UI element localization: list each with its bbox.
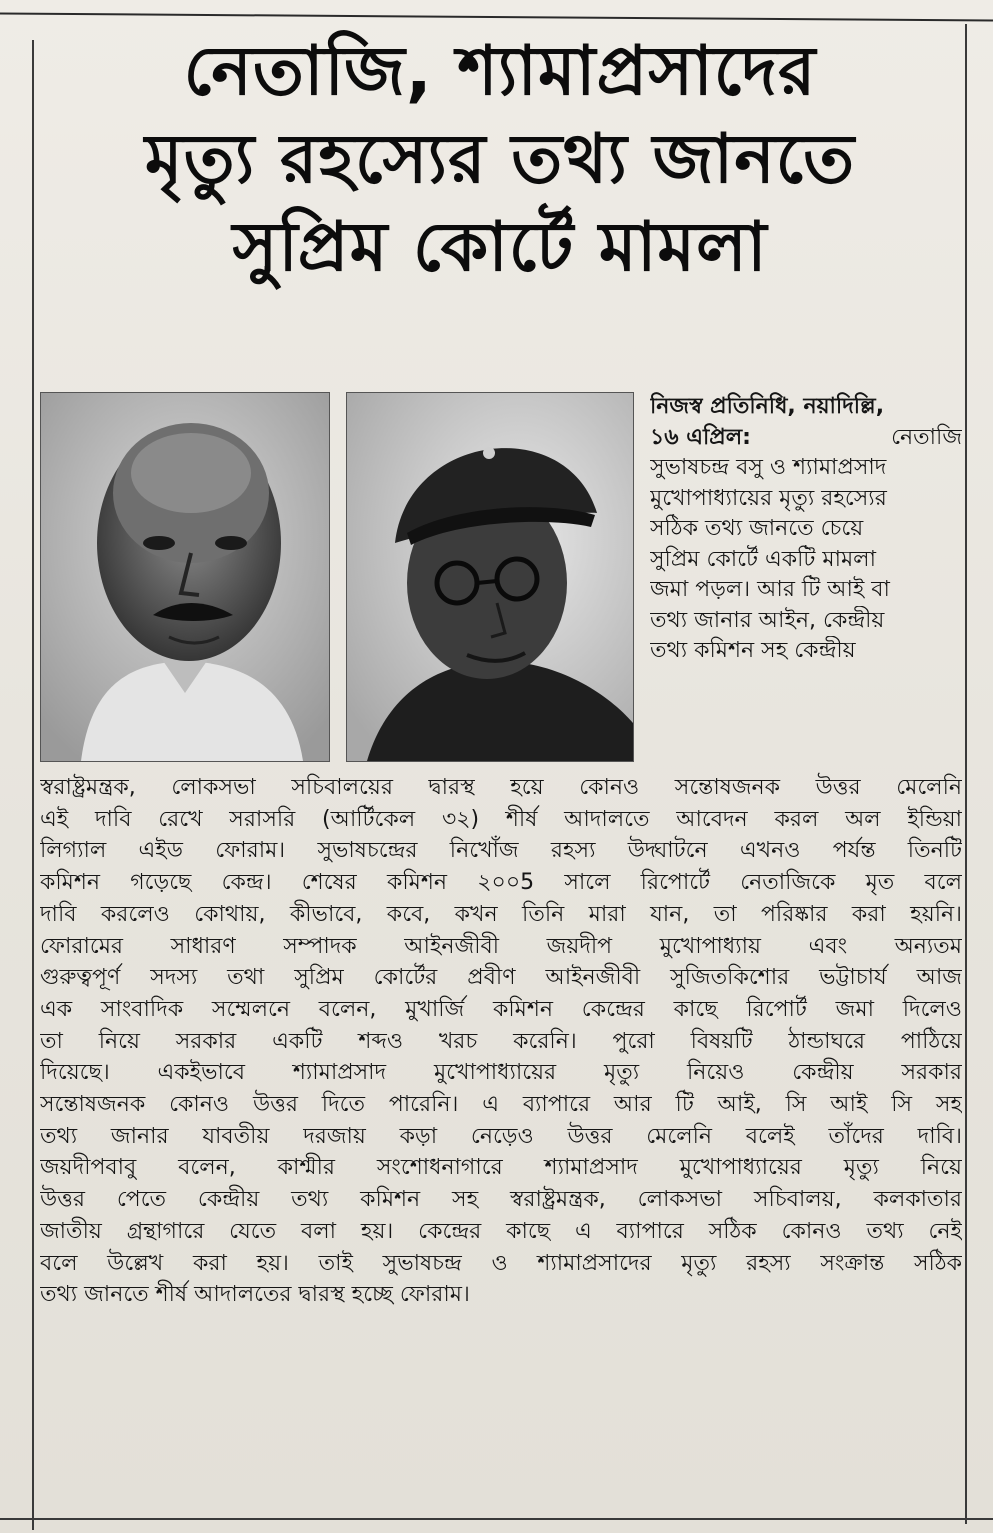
headline-line-1: নেতাজি, শ্যামাপ্রসাদের [183,32,817,111]
body-line: উত্তর পেতে কেন্দ্রীয় তথ্য কমিশন সহ স্বরাষ্ট্রমন্ত্রক, লোকসভা সচিবালয়, কলকাতার [40,1187,962,1213]
body-line: এক সাংবাদিক সম্মেলনে বলেন, মুখার্জি কমিশন কেন্দ্রের কাছে রিপোর্ট জমা দিলেও [40,996,962,1022]
side-line: সঠিক তথ্য জানতে চেয়ে [650,516,864,541]
left-column-rule [32,40,34,1530]
body-line: ফোরামের সাধারণ সম্পাদক আইনজীবী জয়দীপ মুখোপাধ্যায় এবং অন্যতম [40,933,962,959]
portrait-left-image [41,393,329,761]
side-line: নেতাজি [891,424,962,450]
bottom-rule [0,1518,993,1520]
portrait-photo-right [346,392,634,762]
body-line: তথ্য জানার যাবতীয় দরজায় কড়া নেড়েও উত্তর মেলেনি বলেই তাঁদের দাবি। [40,1123,962,1149]
headline-line-2: মৃত্যু রহস্যের তথ্য জানতে [144,120,856,199]
body-line: সন্তোষজনক কোনও উত্তর দিতে পারেনি। এ ব্যাপারে আর টি আই, সি আই সি সহ [40,1092,962,1118]
body-line: গুরুত্বপূর্ণ সদস্য তথা সুপ্রিম কোর্টের প্রবীণ আইনজীবী সুজিতকিশোর ভট্টাচার্য আজ [40,965,962,991]
portrait-photo-left [40,392,330,762]
body-line: জাতীয় গ্রন্থাগারে যেতে বলা হয়। কেন্দ্রের কাছে এ ব্যাপারে সঠিক কোনও তথ্য নেই [40,1218,962,1244]
body-line: জয়দীপবাবু বলেন, কাশ্মীর সংশোধনাগারে শ্যামাপ্রসাদ মুখোপাধ্যায়ের মৃত্যু নিয়ে [40,1155,962,1181]
side-line: সুপ্রিম কোর্টে একটি মামলা [650,546,876,572]
body-line: দিয়েছে। একইভাবে শ্যামাপ্রসাদ মুখোপাধ্যায়ের মৃত্যু নিয়েও কেন্দ্রীয় সরকার [40,1060,962,1086]
body-line: স্বরাষ্ট্রমন্ত্রক, লোকসভা সচিবালয়ের দ্বারস্থ হয়ে কোনও সন্তোষজনক উত্তর মেলেনি [40,775,962,800]
byline: নিজস্ব প্রতিনিধি, নয়াদিল্লি, [650,394,885,419]
body-line: লিগ্যাল এইড ফোরাম। সুভাষচন্দ্রের নিখোঁজ রহস্য উদ্ঘাটনে এখনও পর্যন্ত তিনটি [40,838,962,864]
side-line: জমা পড়ল। আর টি আই বা [650,577,890,602]
side-line: তথ্য কমিশন সহ কেন্দ্রীয় [650,638,856,663]
side-line: তথ্য জানার আইন, কেন্দ্রীয় [650,607,885,633]
side-line: সুভাষচন্দ্র বসু ও শ্যামাপ্রসাদ [650,455,887,480]
portrait-right-image [347,393,633,761]
body-line: এই দাবি রেখে সরাসরি (আর্টিকেল ৩২) শীর্ষ আদালতে আবেদন করল অল ইন্ডিয়া [40,806,962,832]
side-column-text [650,392,962,667]
headline-line-3: সুপ্রিম কোর্টে মামলা [232,208,768,287]
body-line: দাবি করলেও কোথায়, কীভাবে, কবে, কখন তিনি মারা যান, তা পরিষ্কার করা হয়নি। [40,901,962,927]
right-column-rule [965,24,967,1524]
body-line: বলে উল্লেখ করা হয়। তাই সুভাষচন্দ্র ও শ্যামাপ্রসাদের মৃত্যু রহস্য সংক্রান্ত সঠিক [40,1250,962,1276]
body-line: তথ্য জানতে শীর্ষ আদালতের দ্বারস্থ হচ্ছে ফোরাম। [40,1282,470,1308]
dateline: ১৬ এপ্রিল: [650,424,751,450]
body-line: কমিশন গড়েছে কেন্দ্র। শেষের কমিশন ২০০5 সালে রিপোর্টে নেতাজিকে মৃত বলে [40,870,962,896]
article-body [40,772,962,1311]
side-line: মুখোপাধ্যায়ের মৃত্যু রহস্যের [650,485,887,511]
headline [50,28,950,292]
body-line: তা নিয়ে সরকার একটি শব্দও খরচ করেনি। পুরো বিষয়টি ঠান্ডাঘরে পাঠিয়ে [40,1028,962,1054]
